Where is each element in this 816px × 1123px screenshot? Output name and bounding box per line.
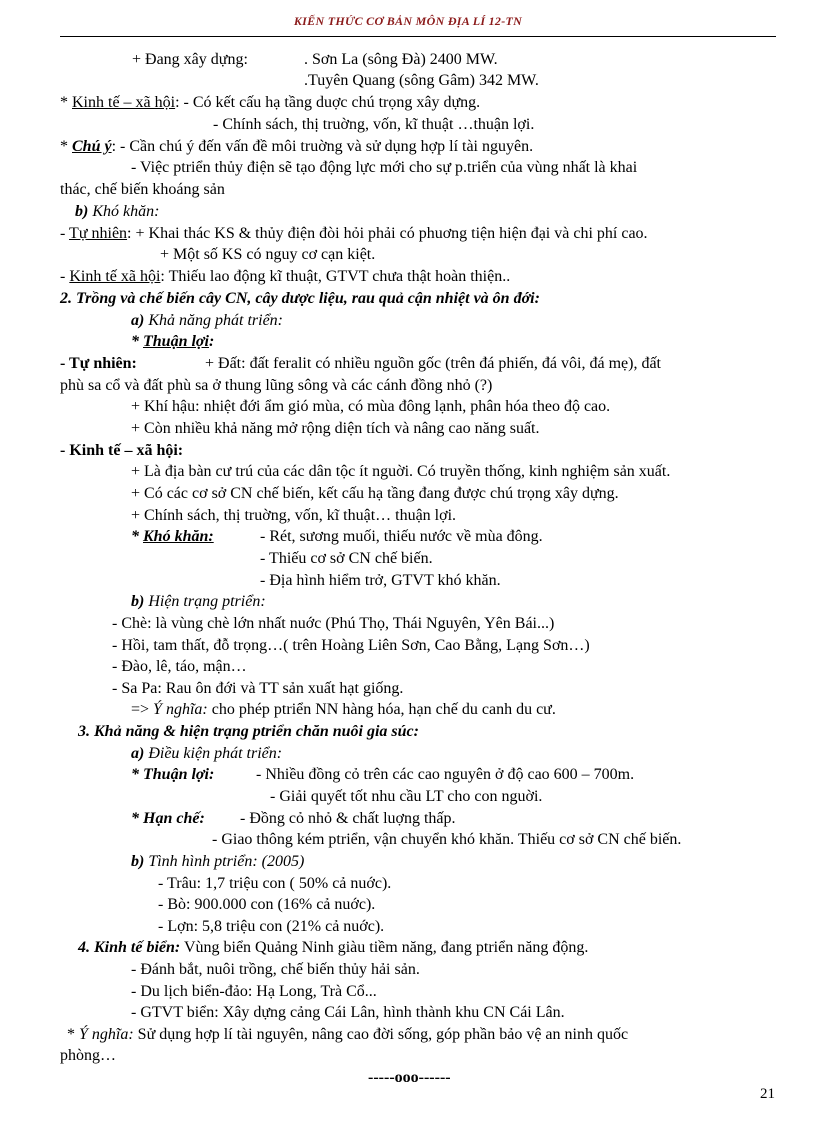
text-line: - GTVT biển: Xây dựng cảng Cái Lân, hình thành khu CN Cái Lân. — [131, 1004, 565, 1021]
text-line: + Còn nhiều khả năng mở rộng diện tích và nâng cao năng suất. — [131, 420, 540, 437]
text-line: => Ý nghĩa: cho phép ptriển NN hàng hóa, hạn chế du canh du cư. — [131, 701, 556, 718]
text-line: + Có các cơ sở CN chế biến, kết cấu hạ tầng đang được chú trọng xây dựng. — [131, 485, 619, 502]
text-line: - Tự nhiên: — [60, 355, 137, 372]
text-line: - Giải quyết tốt nhu cầu LT cho con nguời. — [270, 788, 543, 805]
text-line: * Hạn chế: — [131, 810, 205, 827]
text-line: . Sơn La (sông Đà) 2400 MW. — [304, 51, 498, 68]
text-line: phù sa cổ và đất phù sa ở thung lũng sông và các cánh đồng nhỏ (?) — [60, 377, 493, 394]
text-line: + Một số KS có nguy cơ cạn kiệt. — [160, 246, 376, 263]
text-line: - Kinh tế – xã hội: — [60, 442, 184, 459]
text-line: - Việc ptriển thủy điện sẽ tạo động lực mới cho sự p.triển của vùng nhất là khai — [131, 159, 638, 176]
text-line: + Đang xây dựng: — [132, 51, 248, 68]
text-line: - Tự nhiên: + Khai thác KS & thủy điện đòi hỏi phải có phuơng tiện hiện đại và chi phí cao. — [60, 225, 648, 242]
text-line: - Đào, lê, táo, mận… — [112, 658, 247, 675]
text-line: - Sa Pa: Rau ôn đới và TT sản xuất hạt giống. — [112, 680, 404, 697]
text-line: * Thuận lợi: — [131, 766, 215, 783]
text-line: - Nhiều đồng cỏ trên các cao nguyên ở độ cao 600 – 700m. — [256, 766, 635, 783]
text-line: + Chính sách, thị truờng, vốn, kĩ thuật… thuận lợi. — [131, 507, 457, 524]
running-header: KIẾN THỨC CƠ BẢN MÔN ĐỊA LÍ 12-TN — [293, 14, 523, 28]
text-line: b) Khó khăn: — [75, 203, 160, 220]
text-line: * Kinh tế – xã hội: - Có kết cấu hạ tầng duợc chú trọng xây dựng. — [60, 94, 481, 111]
page-number: 21 — [760, 1086, 775, 1102]
text-line: a) Điều kiện phát triển: — [131, 745, 283, 762]
text-line: + Là địa bàn cư trú của các dân tộc ít nguời. Có truyền thống, kinh nghiệm sản xuất. — [131, 463, 671, 480]
text-line: - Giao thông kém ptriển, vận chuyển khó khăn. Thiếu cơ sở CN chế biến. — [212, 831, 682, 848]
text-line: + Khí hậu: nhiệt đới ẩm gió mùa, có mùa đông lạnh, phân hóa theo độ cao. — [131, 398, 611, 415]
end-separator: -----ooo------ — [368, 1069, 451, 1086]
text-line: - Đánh bắt, nuôi trồng, chế biến thủy hải sản. — [131, 961, 420, 978]
text-line: - Chính sách, thị truờng, vốn, kĩ thuật …thuận lợi. — [213, 116, 535, 133]
text-line: * Chú ý: - Cần chú ý đến vấn đề môi truờng và sử dụng hợp lí tài nguyên. — [60, 138, 534, 155]
text-line: * Khó khăn: — [131, 528, 214, 545]
header-rule — [60, 36, 776, 37]
text-line: phòng… — [60, 1047, 116, 1064]
text-line: - Hồi, tam thất, đỗ trọng…( trên Hoàng Liên Sơn, Cao Bằng, Lạng Sơn…) — [112, 637, 590, 654]
text-line: - Chè: là vùng chè lớn nhất nuớc (Phú Thọ, Thái Nguyên, Yên Bái...) — [112, 615, 555, 632]
text-line: b) Tình hình ptriển: (2005) — [131, 853, 305, 870]
text-line: .Tuyên Quang (sông Gâm) 342 MW. — [304, 72, 539, 89]
text-line: a) Khả năng phát triển: — [131, 312, 283, 329]
text-line: 4. Kinh tế biển: Vùng biển Quảng Ninh giàu tiềm năng, đang ptriển năng động. — [78, 939, 589, 956]
section-heading: 3. Khả năng & hiện trạng ptriển chăn nuôi gia súc: — [78, 723, 419, 740]
text-line: - Đồng cỏ nhỏ & chất luợng thấp. — [240, 810, 456, 827]
text-line: thác, chế biến khoáng sản — [60, 181, 225, 198]
text-line: * Ý nghĩa: Sử dụng hợp lí tài nguyên, nâng cao đời sống, góp phần bảo vệ an ninh quốc — [67, 1026, 629, 1043]
text-line: - Kinh tế xã hội: Thiếu lao động kĩ thuật, GTVT chưa thật hoàn thiện.. — [60, 268, 511, 285]
text-line: - Du lịch biển-đảo: Hạ Long, Trà Cổ... — [131, 983, 377, 1000]
text-line: - Thiếu cơ sở CN chế biến. — [260, 550, 433, 567]
section-heading: 2. Trồng và chế biến cây CN, cây dược liệu, rau quả cận nhiệt và ôn đới: — [60, 290, 540, 307]
text-line: + Đất: đất feralit có nhiều nguồn gốc (trên đá phiến, đá vôi, đá mẹ), đất — [205, 355, 661, 372]
text-line: - Lợn: 5,8 triệu con (21% cả nuớc). — [158, 918, 385, 935]
text-line: * Thuận lợi: — [131, 333, 215, 350]
text-line: - Địa hình hiểm trở, GTVT khó khăn. — [260, 572, 501, 589]
text-line: - Rét, sương muối, thiếu nước về mùa đông. — [260, 528, 543, 545]
text-line: - Bò: 900.000 con (16% cả nuớc). — [158, 896, 376, 913]
text-line: - Trâu: 1,7 triệu con ( 50% cả nuớc). — [158, 875, 392, 892]
text-line: b) Hiện trạng ptriển: — [131, 593, 266, 610]
